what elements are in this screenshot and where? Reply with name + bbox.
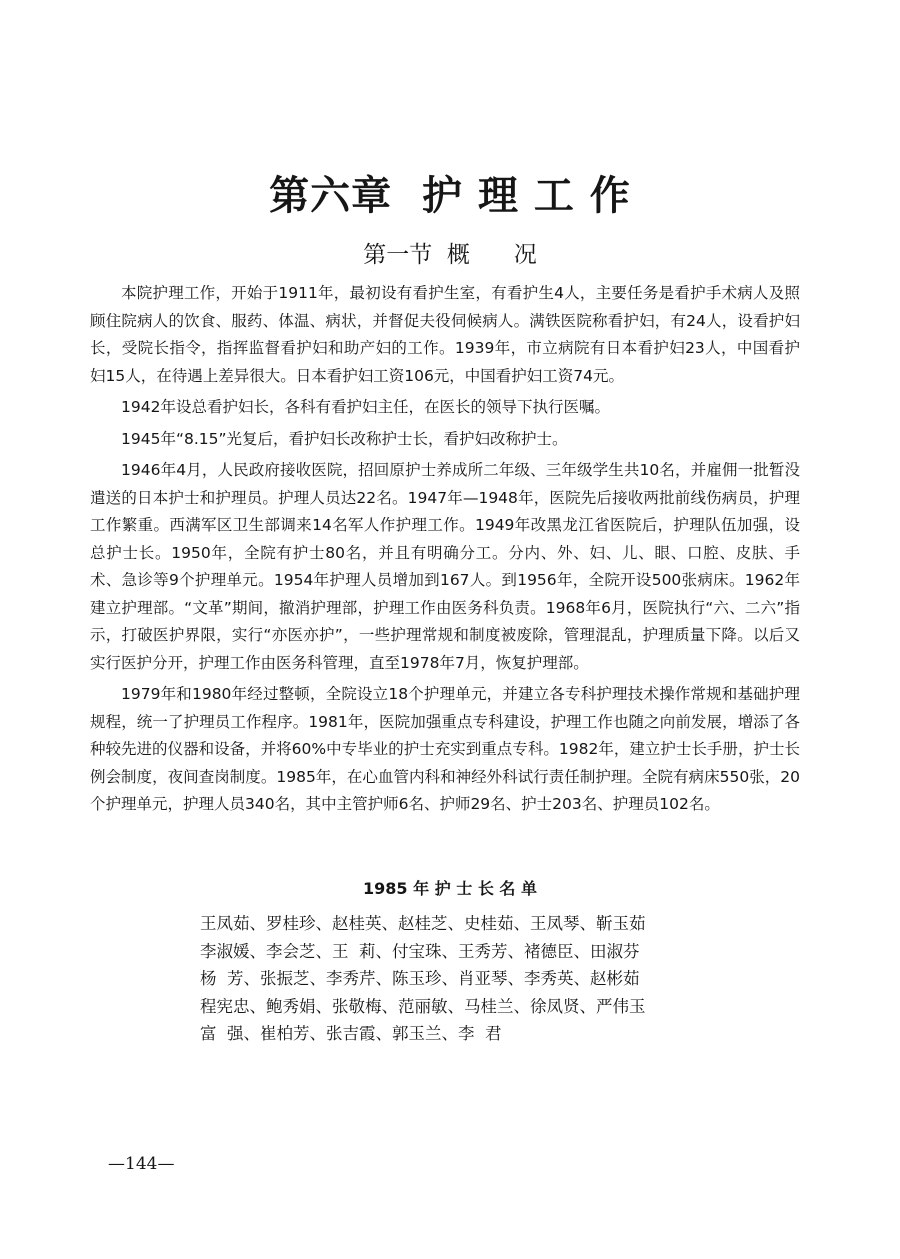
chapter-title: 第六章 护 理 工 作 [269, 172, 631, 219]
paragraph-2: 1942年设总看护妇长，各科有看护妇主任，在医长的领导下执行医嘱。 [121, 398, 610, 416]
paragraph-4: 1946年4月，人民政府接收医院，招回原护士养成所二年级、三年级学生共10名，并雇佣一批暂没遣送的日本护士和护理员。护理人员达22名。1947年—1948年，医院先后接收两批前线伤病员，护理工作繁重。西满军区卫生部调来14名军人作护理工作。1949年改黑龙江省医院后，护理队伍加强，设总护士长。1950年，全院有护士80名，并且有明确分工。分内、外、妇、儿、眼、口腔、皮肤、手术、急诊等9个护理单元。1954年护理人员增加到167人。到1956年，全院开设500张病床。1962年建立护理部。“文革”期间，撤消护理部，护理工作由医务科负责。1968年6月，医院执行“六、二六”指示，打破医护界限，实行“亦医亦护”，一些护理常规和制度被废除，管理混乱，护理质量下降。以后又实行医护分开，护理工作由医务科管理，直至1978年7月，恢复护理部。 [90, 461, 800, 672]
section-title: 第一节 概 况 [363, 242, 537, 268]
name-line: 程宪忠、鲍秀娟、张敬梅、范丽敏、马桂兰、徐凤贤、严伟玉 [200, 996, 646, 1016]
name-line: 杨 芳、张振芝、李秀芹、陈玉珍、肖亚琴、李秀英、赵彬茹 [200, 969, 640, 988]
head-nurse-name-list [200, 910, 760, 1048]
paragraph-1: 本院护理工作，开始于1911年，最初设有看护生室，有看护生4人，主要任务是看护手术病人及照顾住院病人的饮食、服药、体温、病状，并督促夫役伺候病人。满铁医院称看护妇，有24人，设看护妇长，受院长指令，指挥监督看护妇和助产妇的工作。1939年，市立病院有日本看护妇23人，中国看护妇15人，在待遇上差异很大。日本看护妇工资106元，中国看护妇工资74元。 [90, 284, 800, 385]
body-text [90, 280, 800, 823]
name-line: 王凤茹、罗桂珍、赵桂英、赵桂芝、史桂茹、王凤琴、靳玉茹 [200, 914, 646, 933]
head-nurse-list-title: 1985 年 护 士 长 名 单 [363, 879, 537, 898]
name-line: 富 强、崔柏芳、张吉霞、郭玉兰、李 君 [200, 1024, 502, 1043]
paragraph-5: 1979年和1980年经过整顿，全院设立18个护理单元，并建立各专科护理技术操作常规和基础护理规程，统一了护理员工作程序。1981年，医院加强重点专科建设，护理工作也随之向前发展，增添了各种较先进的仪器和设备，并将60%中专毕业的护士充实到重点专科。1982年，建立护士长手册，护士长例会制度，夜间查岗制度。1985年，在心血管内科和神经外科试行责任制护理。全院有病床550张，20个护理单元，护理人员340名，其中主管护师6名、护师29名、护士203名、护理员102名。 [90, 685, 800, 813]
paragraph-3: 1945年“8.15”光复后，看护妇长改称护士长，看护妇改称护士。 [121, 429, 568, 448]
page-number: —144— [108, 1154, 175, 1174]
name-line: 李淑媛、李会芝、王 莉、付宝珠、王秀芳、褚德臣、田淑芬 [200, 941, 640, 961]
